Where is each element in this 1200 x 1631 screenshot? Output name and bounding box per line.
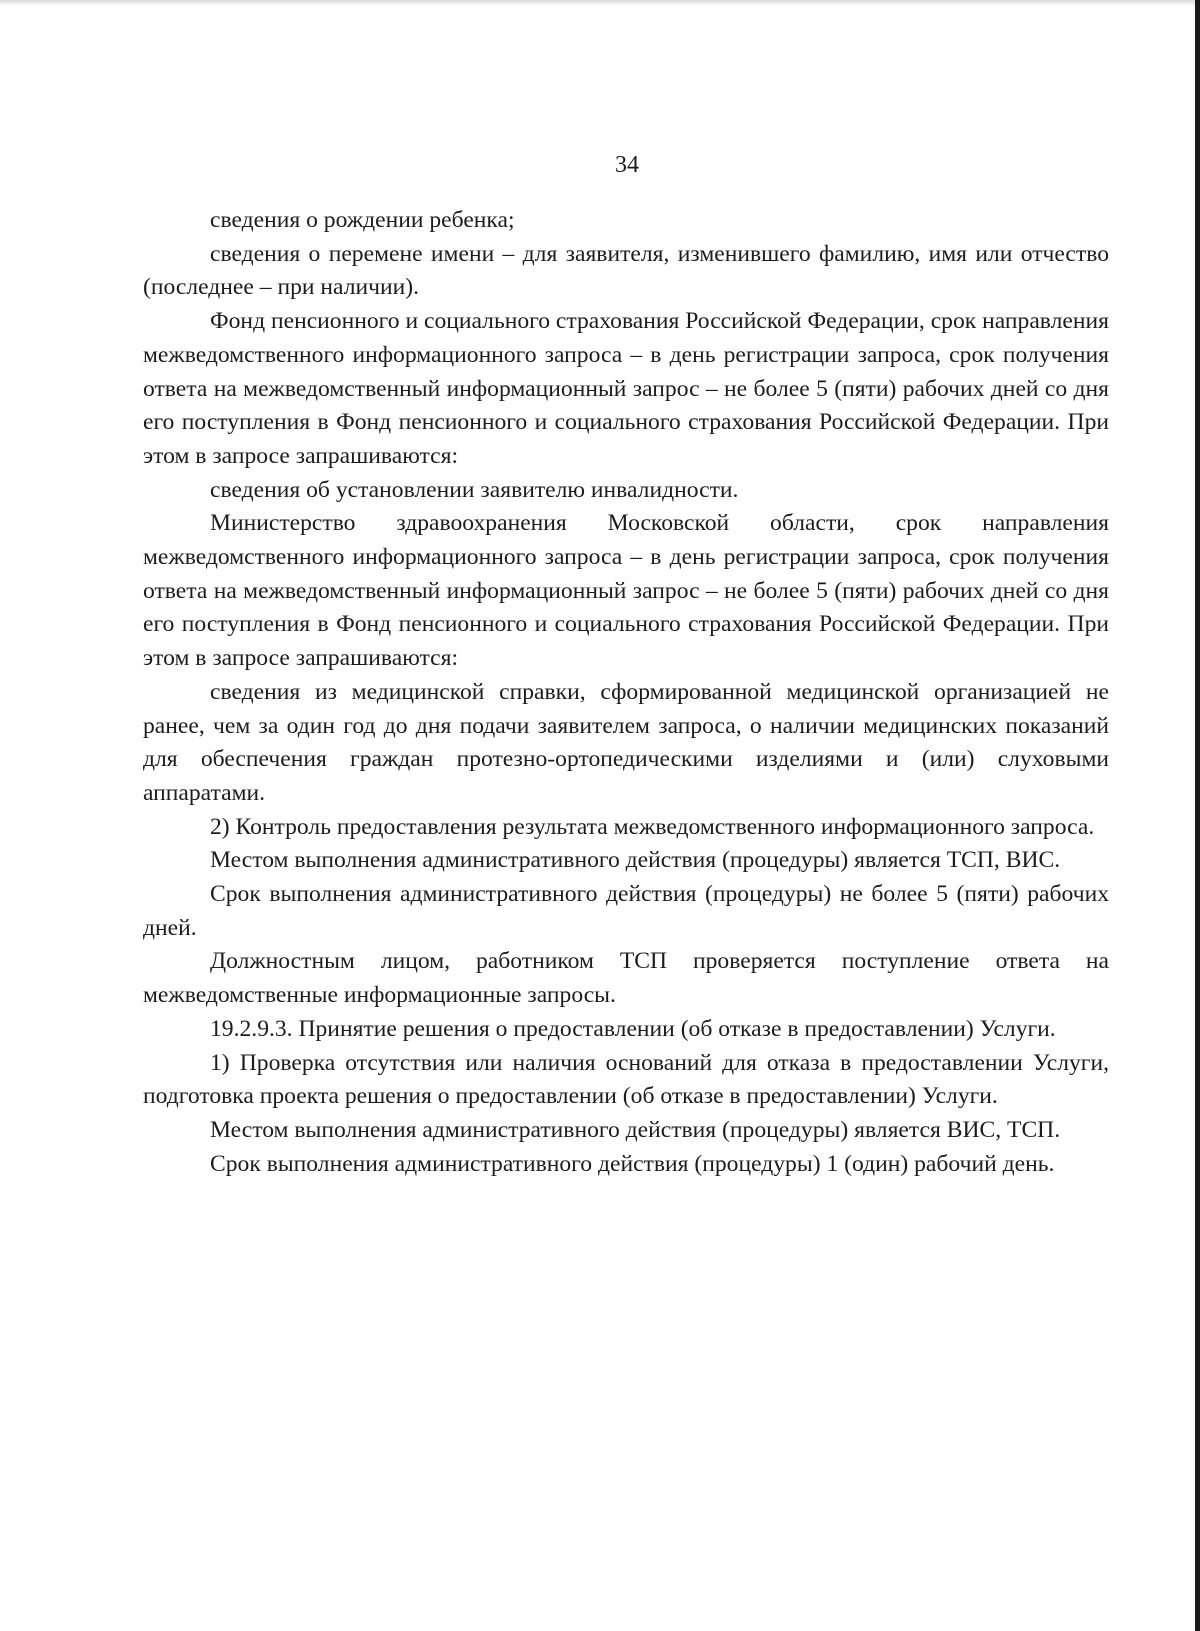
scan-edge-right <box>1195 0 1200 1631</box>
document-body <box>143 204 1109 1181</box>
paragraph: 19.2.9.3. Принятие решения о предоставлении (об отказе в предоставлении) Услуги. <box>210 1015 1056 1042</box>
page-number: 34 <box>615 152 639 178</box>
paragraph: Должностным лицом, работником ТСП проверяется поступление ответа на межведомственные информационные запросы. <box>143 948 1109 1009</box>
paragraph: Срок выполнения административного действия (процедуры) не более 5 (пяти) рабочих дней. <box>143 881 1109 941</box>
paragraph: сведения о перемене имени – для заявителя, изменившего фамилию, имя или отчество (последнее – при наличии). <box>143 240 1109 301</box>
paragraph: сведения о рождении ребенка; <box>210 207 515 233</box>
paragraph: Министерство здравоохранения Московской области, срок направления межведомственного информационного запроса – в день регистрации запроса, срок получения ответа на межведомственный информационный запрос – не более 5 (пяти) рабочих дней со дня его поступления в Фонд пенсионного и социального страхования Российской Федерации. При этом в запросе запрашиваются: <box>143 510 1109 672</box>
paragraph: сведения из медицинской справки, сформированной медицинской организацией не ранее, чем за один год до дня подачи заявителем запроса, о наличии медицинских показаний для обеспечения граждан протезно-ортопедическими изделиями и (или) слуховыми аппаратами. <box>143 678 1109 806</box>
paragraph: 2) Контроль предоставления результата межведомственного информационного запроса. <box>210 813 1095 840</box>
paragraph: Срок выполнения административного действия (процедуры) 1 (один) рабочий день. <box>210 1150 1055 1177</box>
paragraph: 1) Проверка отсутствия или наличия оснований для отказа в предоставлении Услуги, подготовка проекта решения о предоставлении (об отказе в предоставлении) Услуги. <box>143 1049 1109 1110</box>
paragraph: сведения об установлении заявителю инвалидности. <box>210 476 739 503</box>
paragraph: Фонд пенсионного и социального страхования Российской Федерации, срок направления межведомственного информационного запроса – в день регистрации запроса, срок получения ответа на межведомственный информационный запрос – не более 5 (пяти) рабочих дней со дня его поступления в Фонд пенсионного и социального страхования Российской Федерации. При этом в запросе запрашиваются: <box>143 308 1109 469</box>
paragraph: Местом выполнения административного действия (процедуры) является ВИС, ТСП. <box>210 1116 1061 1143</box>
paragraph: Местом выполнения административного действия (процедуры) является ТСП, ВИС. <box>210 847 1061 874</box>
scan-edge-top <box>0 0 1200 6</box>
